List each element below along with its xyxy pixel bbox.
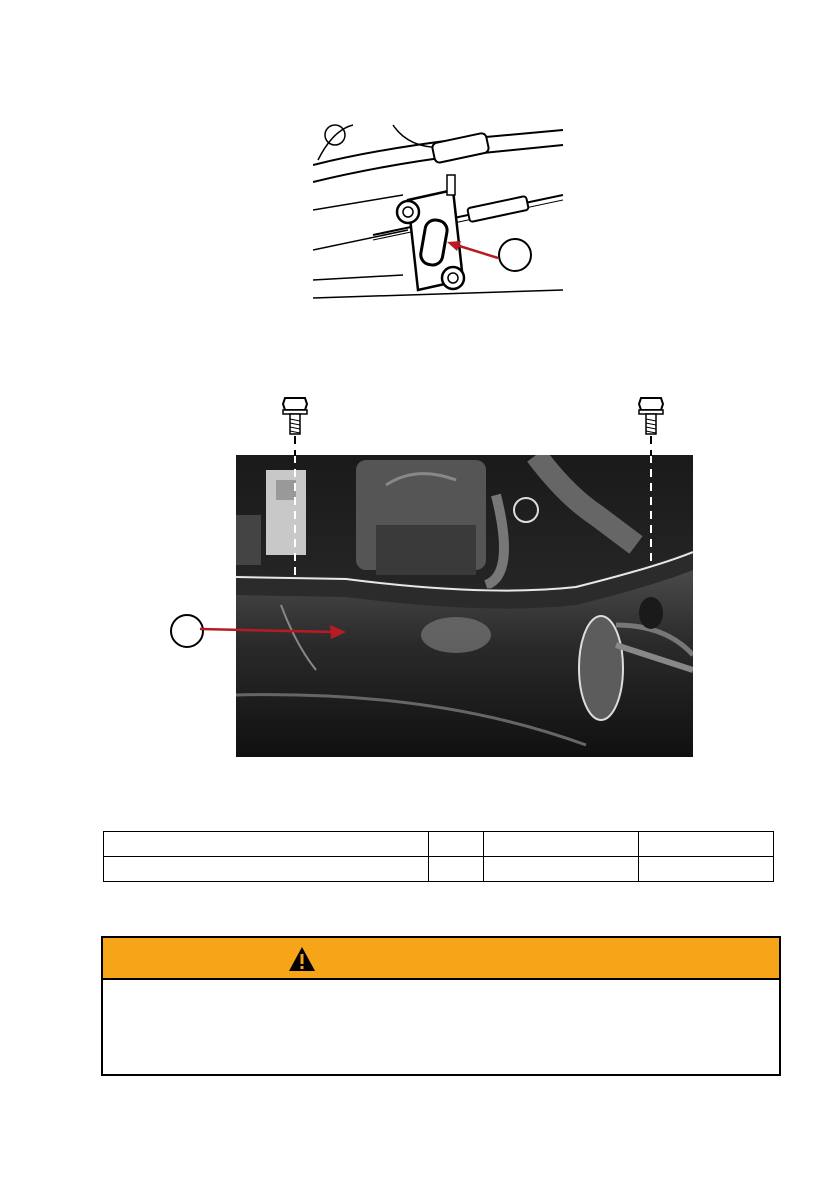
warning-box: [101, 936, 781, 1076]
table-cell: [484, 857, 639, 882]
torque-specification-table: [103, 831, 774, 882]
table-header-row: [104, 832, 774, 857]
warning-text: [103, 980, 779, 1004]
table-cell: [429, 857, 484, 882]
table-header-cell: [104, 832, 429, 857]
table-header-cell: [429, 832, 484, 857]
table-header-cell: [639, 832, 774, 857]
bolt-icon: [636, 394, 666, 436]
table-cell: [639, 857, 774, 882]
bolt-guide-lines: [236, 436, 693, 456]
bolt-icon: [280, 394, 310, 436]
callout-number: [170, 614, 204, 648]
table-cell: [104, 857, 429, 882]
warning-triangle-icon: [288, 946, 316, 972]
callout-number: [498, 238, 532, 272]
engine-cover-photo: [236, 455, 693, 757]
table-row: [104, 857, 774, 882]
warning-header: [103, 938, 779, 980]
cable-clamp-illustration: [313, 120, 563, 305]
callout-arrow: [200, 612, 350, 642]
table-header-cell: [484, 832, 639, 857]
